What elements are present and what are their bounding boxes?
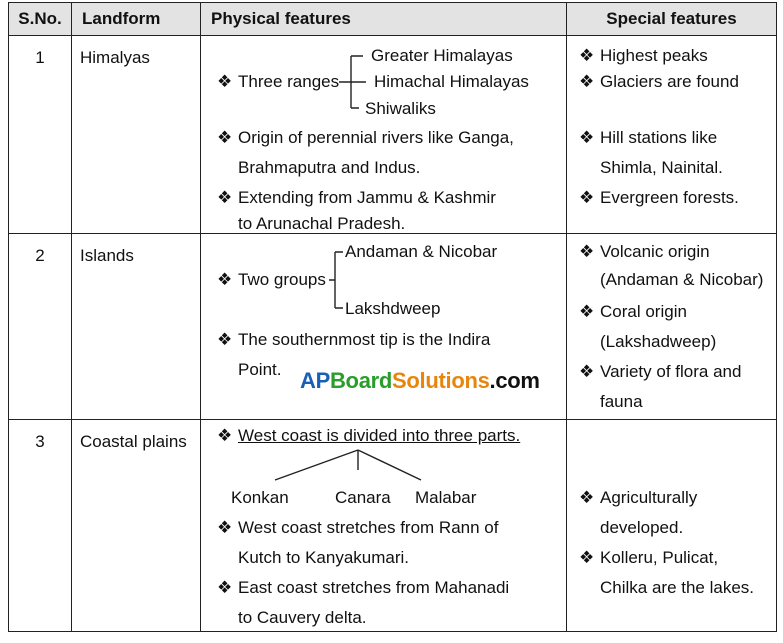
header-sno: S.No. [9,3,72,36]
watermark-dotcom: .com [489,368,540,393]
row-landform: Islands [72,234,201,420]
physical-text: Brahmaputra and Indus. [238,158,421,177]
row-sno: 1 [9,36,72,234]
coast-part: Malabar [415,488,477,507]
special-text: Shimla, Nainital. [600,158,723,177]
table-header-row [9,3,777,36]
special-text: fauna [600,392,643,411]
special-text: Variety of flora and [600,362,742,381]
bullet-icon: ❖ [579,362,595,381]
special-text: Kolleru, Pulicat, [600,548,719,567]
physical-text: to Arunachal Pradesh. [238,214,406,233]
bullet-icon: ❖ [579,548,595,567]
bullet-icon: ❖ [579,128,595,147]
physical-text: West coast stretches from Rann of [238,518,499,537]
row-special-cell [567,420,777,632]
special-text: Hill stations like [600,128,718,147]
row-sno: 2 [9,234,72,420]
groups-label: Two groups [238,270,326,289]
special-text: Volcanic origin [600,242,710,261]
watermark-ap: AP [300,368,330,393]
bullet-icon: ❖ [217,426,233,445]
range-item: Greater Himalayas [371,46,513,65]
row-special-cell [567,36,777,234]
special-text: Chilka are the lakes. [600,578,755,597]
physical-text: Origin of perennial rivers like Ganga, [238,128,514,147]
special-text: Agriculturally [600,488,698,507]
row-physical-cell [201,420,567,632]
physical-text: to Cauvery delta. [238,608,367,627]
bullet-icon: ❖ [579,72,595,91]
physical-text: Kutch to Kanyakumari. [238,548,410,567]
landform-table [8,2,777,632]
table-row [9,36,777,234]
physical-text: East coast stretches from Mahanadi [238,578,510,597]
group-item: Lakshdweep [345,299,441,318]
special-text: (Lakshadweep) [600,332,717,351]
row-physical-cell [201,36,567,234]
special-text: Evergreen forests. [600,188,739,207]
coast-part: Canara [335,488,391,507]
row-special-cell [567,234,777,420]
bullet-icon: ❖ [217,188,233,207]
bullet-icon: ❖ [217,330,233,349]
watermark-solutions: Solutions [392,368,490,393]
watermark-board: Board [329,368,393,393]
bullet-icon: ❖ [217,518,233,537]
watermark-logo [300,368,540,394]
bullet-icon: ❖ [217,578,233,597]
bullet-icon: ❖ [217,128,233,147]
coast-part: Konkan [231,488,289,507]
row-landform: Himalyas [72,36,201,234]
physical-text: Extending from Jammu & Kashmir [238,188,496,207]
table-row [9,420,777,632]
range-item: Shiwaliks [365,99,436,118]
header-landform: Landform [72,3,201,36]
group-item: Andaman & Nicobar [345,242,498,261]
special-text: Highest peaks [600,46,708,65]
row-sno: 3 [9,420,72,632]
bullet-icon: ❖ [217,270,233,289]
special-text: Glaciers are found [600,72,739,91]
special-text: developed. [600,518,684,537]
bullet-icon: ❖ [217,72,233,91]
ranges-label: Three ranges [238,72,340,91]
bullet-icon: ❖ [579,242,595,261]
header-special: Special features [567,3,777,36]
bullet-icon: ❖ [579,46,595,65]
bullet-icon: ❖ [579,188,595,207]
row-landform: Coastal plains [72,420,201,632]
special-text: Coral origin [600,302,687,321]
header-physical: Physical features [201,3,567,36]
range-item: Himachal Himalayas [374,72,529,91]
bullet-icon: ❖ [579,488,595,507]
special-text: (Andaman & Nicobar) [600,270,764,289]
physical-text: Point. [238,360,282,379]
west-coast-heading: West coast is divided into three parts. [238,426,521,445]
bullet-icon: ❖ [579,302,595,321]
physical-text: The southernmost tip is the Indira [238,330,491,349]
